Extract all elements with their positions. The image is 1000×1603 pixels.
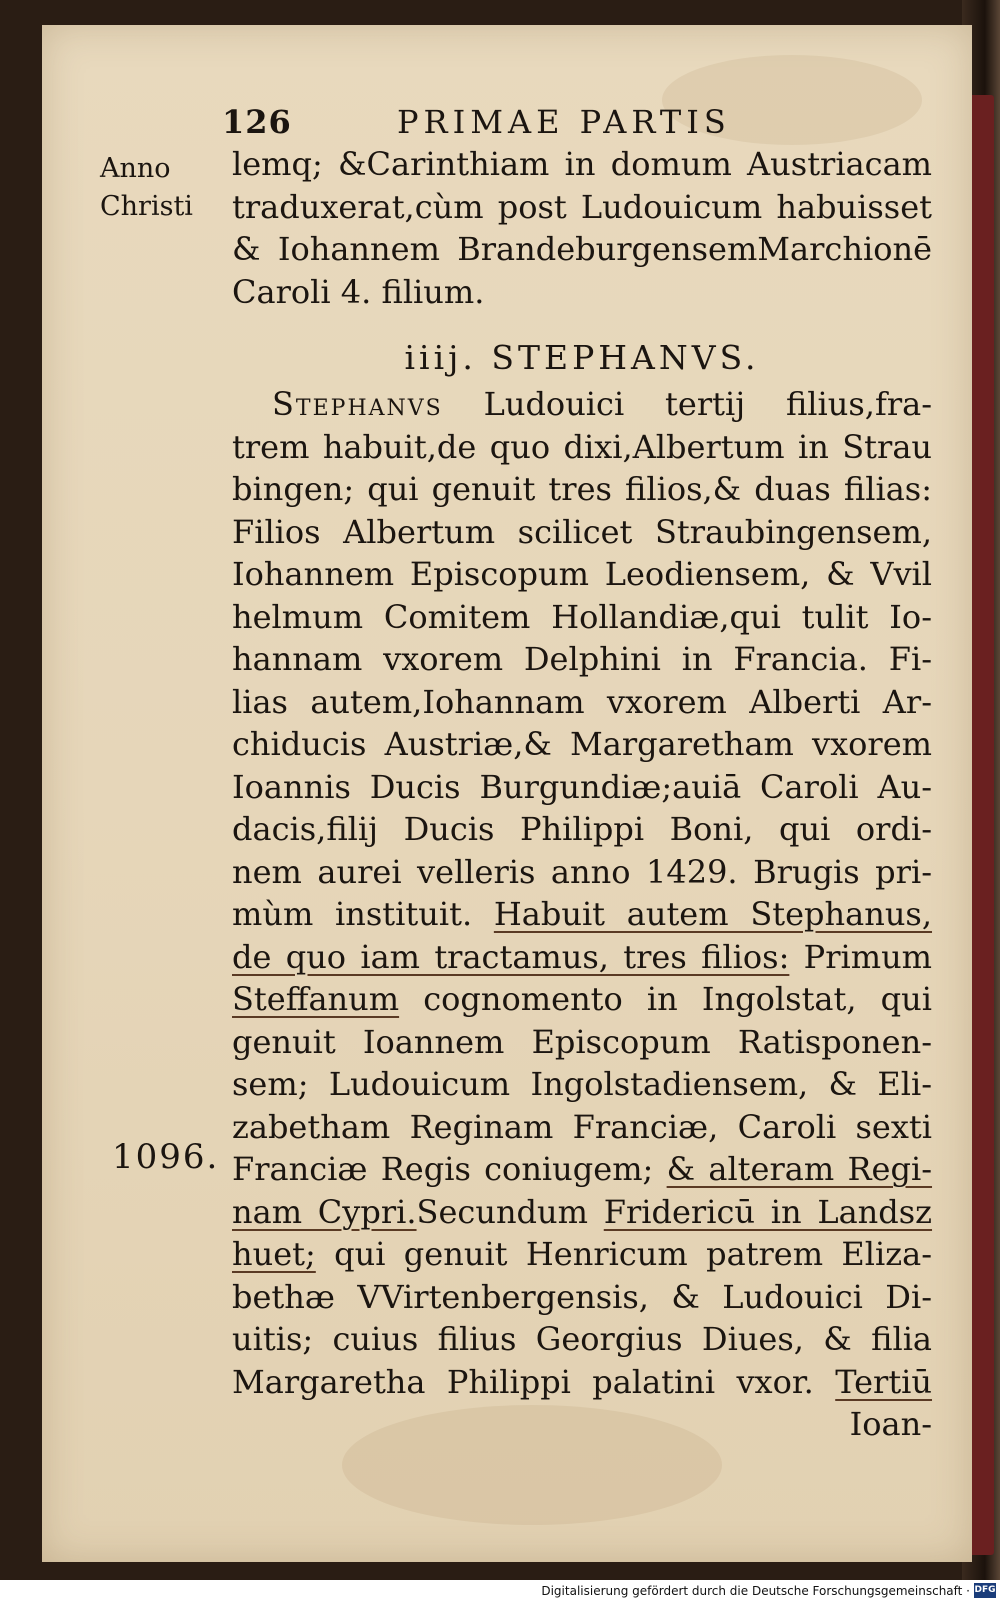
- margin-anno: Anno: [100, 153, 171, 184]
- margin-christi: Christi: [100, 191, 193, 222]
- handwritten-underline: nam Cypri.: [232, 1192, 417, 1231]
- text-line: Caroli 4. filium.: [232, 272, 485, 311]
- main-text: [232, 143, 932, 1446]
- text-line: chiducis Austriæ,& Margaretham vxorem: [232, 725, 932, 763]
- text-line: lemq; &Carinthiam in domum Austriacam: [232, 145, 932, 183]
- text-fragment: Primum: [803, 937, 933, 976]
- text-line: traduxerat,cùm post Ludouicum habuisset: [232, 187, 932, 226]
- page-number: 126: [222, 103, 292, 141]
- margin-year: 1096.: [112, 1137, 220, 1177]
- text-line: hannam vxorem Delphini in Francia. Fi-: [232, 640, 932, 678]
- text-line: zabetham Reginam Franciæ, Caroli sexti: [232, 1107, 932, 1146]
- catchword: Ioan-: [849, 1405, 932, 1443]
- text-fragment: Ludouici tertij filius,fra-: [483, 385, 932, 423]
- handwritten-underline: huet;: [232, 1235, 316, 1273]
- text-line: [232, 383, 932, 426]
- handwritten-underline: Tertiū: [835, 1362, 933, 1401]
- text-fragment: mùm instituit.: [232, 895, 473, 933]
- handwritten-underline: & alteram Regi-: [666, 1150, 933, 1188]
- text-line: Iohannem Episcopum Leodiensem, & Vvil: [232, 555, 932, 593]
- text-line: [232, 978, 932, 1021]
- text-line: [232, 1148, 932, 1191]
- text-line: nem aurei velleris anno 1429. Brugis pri-: [232, 852, 932, 891]
- text-line: Filios Albertum scilicet Straubingensem,: [232, 512, 932, 551]
- text-line: [232, 1191, 932, 1234]
- text-line: trem habuit,de quo dixi,Albertum in Strau: [232, 427, 932, 466]
- margin-note-anno-christi: [100, 150, 193, 226]
- dfg-logo-icon: DFG: [974, 1583, 996, 1598]
- text-line: sem; Ludouicum Ingolstadiensem, & Eli-: [232, 1065, 932, 1103]
- page-header: [42, 103, 972, 143]
- handwritten-underline: de quo iam tractamus, tres filios:: [232, 937, 790, 976]
- text-fragment: cognomento in Ingolstat, qui: [423, 980, 933, 1018]
- text-line: [232, 893, 932, 936]
- digitization-footer: [0, 1580, 1000, 1603]
- text-line: [232, 936, 932, 979]
- text-line: lias autem,Iohannam vxorem Alberti Ar-: [232, 682, 932, 721]
- text-line: [232, 1233, 932, 1276]
- text-line: [232, 1361, 932, 1404]
- handwritten-underline: Habuit autem Stephanus,: [493, 895, 933, 933]
- book-page: [42, 25, 972, 1562]
- text-line: uitis; cuius filius Georgius Diues, & filia: [232, 1320, 932, 1358]
- text-fragment: Secundum: [416, 1192, 588, 1231]
- text-line: dacis,filij Ducis Philippi Boni, qui ordi-: [232, 810, 932, 848]
- text-line: helmum Comitem Hollandiæ,qui tulit Io-: [232, 597, 932, 636]
- footer-credit: Digitalisierung gefördert durch die Deutsche Forschungsgemeinschaft ·: [541, 1584, 970, 1598]
- section-heading: iiij. STEPHANVS.: [404, 338, 760, 377]
- text-line: genuit Ioannem Episcopum Ratisponen-: [232, 1022, 932, 1061]
- text-line: bingen; qui genuit tres filios,& duas filias:: [232, 470, 932, 508]
- lead-name: Stephanvs: [272, 385, 443, 423]
- text-line: & Iohannem BrandeburgensemMarchionē: [232, 230, 932, 268]
- handwritten-underline: Fridericū in Landsz: [603, 1192, 933, 1231]
- running-title: PRIMAE PARTIS: [397, 103, 731, 141]
- text-fragment: Margaretha Philippi palatini vxor.: [232, 1362, 814, 1401]
- text-line: bethæ VVirtenbergensis, & Ludouici Di-: [232, 1277, 932, 1316]
- text-fragment: Franciæ Regis coniugem;: [232, 1150, 654, 1188]
- text-fragment: qui genuit Henricum patrem Eliza-: [334, 1235, 933, 1273]
- handwritten-underline: Steffanum: [232, 980, 400, 1018]
- text-line: Ioannis Ducis Burgundiæ;auiā Caroli Au-: [232, 767, 932, 806]
